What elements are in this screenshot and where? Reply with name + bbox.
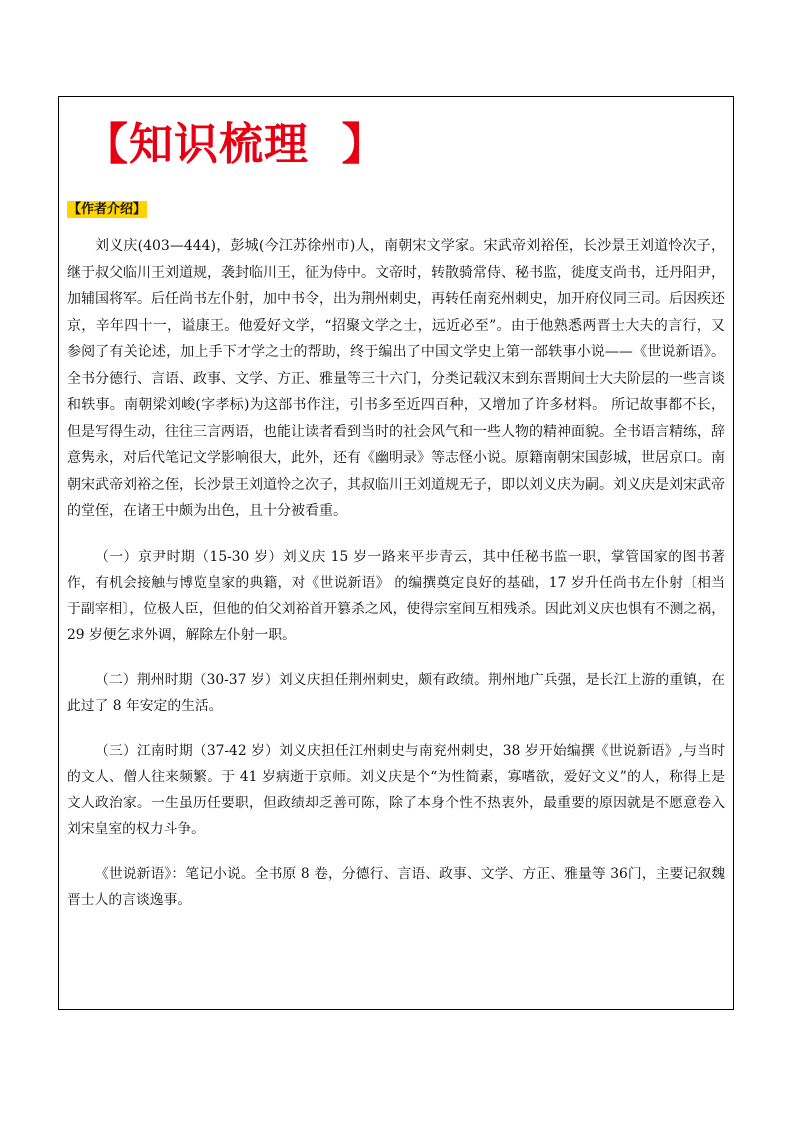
paragraph-shishuo-xinyu: 《世说新语》：笔记小说。全书原 8 卷，分德行、言语、政事、文学、方正、雅量等 36门，主要记叙魏晋士人的言谈逸事。 [67, 865, 725, 908]
paragraph-author-bio: 刘义庆(403—444)，彭城(今江苏徐州市)人，南朝宋文学家。宋武帝刘裕侄，长沙景王刘道怜次子，继于叔父临川王刘道规，袭封临川王，征为侍中。文帝时，转散骑常侍、秘书监，徙度支尚书，迁丹阳尹，加辅国将军。后任尚书左仆射，加中书令，出为荆州刺史，再转任南兖州刺史，加开府仪同三司。后因疾还京，辛年四十一，谥康王。他爱好文学，“招聚文学之士，远近必至”。由于他熟悉两晋士大夫的言行，又参阅了有关论述，加上手下才学之士的帮助，终于编出了中国文学史上第一部轶事小说——《世说新语》。全书分德行、言语、政事、文学、方正、雅量等三十六门，分类记载汉末到东晋期间士大夫阶层的一些言谈和轶事。南朝梁刘峻(字孝标)为这部书作注，引书多至近四百种，又增加了许多材料。 所记故事都不长，但是写得生动，往往三言两语，也能让读者看到当时的社会风气和一些人物的精神面貌。全书语言精练，辞意隽永，对后代笔记文学影响很大，此外，还有《幽明录》等志怪小说。原籍南朝宋国彭城，世居京口。南朝宋武帝刘裕之侄，长沙景王刘道怜之次子，其叔临川王刘道规无子，即以刘义庆为嗣。刘义庆是刘宋武帝的堂侄，在诸王中颇为出色，且十分被看重。 [67, 238, 725, 519]
content-frame [58, 96, 734, 1010]
document-body [67, 233, 725, 913]
page-title: 【知识梳理 】 [84, 119, 387, 170]
paragraph-capital-period: （一）京尹时期（15-30 岁）刘义庆 15 岁一路来平步青云，其中任秘书监一职，掌管国家的图书著作，有机会接触与博览皇家的典籍，对《世说新语》 的编撰奠定良好的基础，17 岁升任尚书左仆射〔相当于副宰相〕，位极人臣，但他的伯父刘裕首开篡杀之风，使得宗室间互相残杀。因此刘义庆也惧有不测之祸，29 岁便乞求外调，解除左仆射一职。 [67, 548, 725, 643]
paragraph-jiangnan-period: （三）江南时期（37-42 岁）刘义庆担任江州刺史与南兖州刺史，38 岁开始编撰《世说新语》,与当时的文人、僧人往来频繁。于 41 岁病逝于京师。刘义庆是个“为性简素，寡嗜欲，爱好文义”的人，称得上是文人政治家。一生虽历任要职，但政绩却乏善可陈，除了本身个性不热衷外，最重要的原因就是不愿意卷入刘宋皇室的权力斗争。 [67, 742, 725, 837]
paragraph-jingzhou-period: （二）荆州时期（30-37 岁）刘义庆担任荆州刺史，颇有政绩。荆州地广兵强，是长江上游的重镇，在此过了 8 年安定的生活。 [67, 671, 725, 714]
section-tag-author: 【作者介绍】 [68, 202, 147, 217]
